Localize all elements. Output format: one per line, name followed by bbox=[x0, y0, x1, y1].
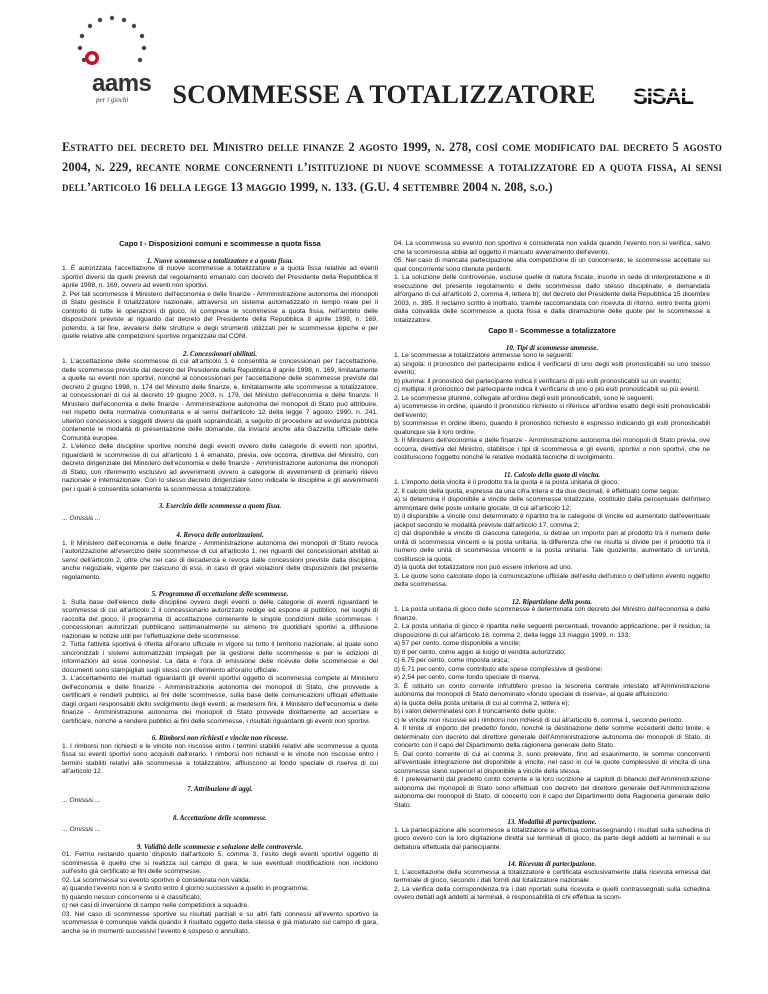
paragraph: 1. La partecipazione alle scommesse a totalizzatore si effettua contrassegnando i risultati sulla schedina di gioco ovvero con la loro digitazione diretta sui terminali di gioco, da parte degli addetti ai terminali e su dettatura effettuata dal partecipante. bbox=[394, 826, 710, 851]
paragraph: 6. I prelevamenti dal predetto conto corrente e la loro iscrizione ai capitoli di bilancio dell'Amministrazione autonoma dei monopoli di Stato sono effettuati con decreto del direttore generale dell'Amministrazione autonoma dei monopoli di Stato, di concerto con il capo del Dipartimento della Ragioneria generale dello Stato. bbox=[394, 776, 710, 809]
article-title: 7. Attribuzione di aggi. bbox=[187, 784, 253, 793]
paragraph: c) multipla: il pronostico del partecipante indica il verificarsi di uno o più esiti pronosticabili su più eventi. bbox=[394, 386, 700, 393]
article-title: 1. Nuove scommesse a totalizzatore e a quota fissa. bbox=[146, 256, 294, 265]
chapter-heading: Capo I - Disposizioni comuni e scommesse a quota fissa bbox=[119, 239, 321, 248]
paragraph: 2. Tutta l'attività sportiva è riferita all'orario ufficiale in vigore su tutto il territorio nazionale, al quale sono sincronizzati i sistemi automatizzati impiegati per la gestione delle scommesse e per le edizioni di informazioni ad esse connesse. La data e l'ora di emissione delle ricevute delle scommesse e dei documenti sono stampigliati sugli stessi con riferimento all'orario ufficiale. bbox=[62, 641, 378, 674]
omissis-note: ... Omissis ... bbox=[62, 514, 101, 522]
article-title: 9. Validità delle scommesse e soluzione delle controversie. bbox=[136, 842, 304, 851]
paragraph: 3. Le quote sono calcolate dopo la comunicazione ufficiale dell'esito dell'unico o dell'ultimo evento oggetto della scommessa. bbox=[394, 572, 710, 588]
paragraph: d) la quota del totalizzatore non può essere inferiore ad uno. bbox=[394, 564, 573, 571]
paragraph: a) la quota della posta unitaria di cui al comma 2, lettera e); bbox=[394, 699, 570, 707]
paragraph: 3. È istituito un conto corrente infruttifero presso la tesoreria centrale intestato all'Amministrazione autonoma dei monopoli di Stato denominato «fondo speciale di riserva», al quale affluiscono: bbox=[394, 682, 710, 698]
article-title: 13. Modalità di partecipazione. bbox=[507, 818, 597, 826]
paragraph: a) si determina il disponibile a vincite delle scommesse totalizzate, costituito dalla percentuale dell'intero ammontare delle poste unitarie giocate, di cui all'articolo 12; bbox=[394, 496, 710, 512]
paragraph: a) scommesse in ordine, quando il pronostico richiesto si riferisce all'ordine esatto degli esiti pronosticabili dell'evento; bbox=[394, 403, 710, 419]
omissis-note: ... Omissis ... bbox=[62, 826, 101, 833]
right-column bbox=[394, 240, 710, 903]
article-title: 10. Tipi di scommesse ammesse. bbox=[505, 343, 599, 352]
paragraph: b) il disponibile a vincite così determinato è ripartito tra le categorie di vincite ed aumentato dall'eventuale jackpot secondo le modalità previste dall'articolo 17, comma 2; bbox=[394, 513, 710, 529]
paragraph: 3. Il Ministero dell'economia e delle finanze - Amministrazione autonoma dei monopoli di Stato previa, ove occorra, direttiva del Ministro, stabilisce i tipi di scommessa e gli eventi, sportivi o non sportivi, che ne costituiscono l'oggetto nonché le relative modalità tecniche di svolgimento. bbox=[394, 437, 710, 461]
paragraph: 1. La posta unitaria di gioco delle scommesse è determinata con decreto del Ministro dell'economia e delle finanze. bbox=[394, 606, 710, 622]
paragraph: 05. Nel caso di mancata partecipazione alla competizione di un concorrente, le scommesse accettate su quel concorrente sono ritenute perdenti. bbox=[394, 257, 710, 273]
decree-heading: Estratto del decreto del Ministro delle finanze 2 agosto 1999, n. 278, così come modificato dal decreto 5 agosto 2004, n. 229, recante norme concernenti l’istituzione di nuove scommesse a totalizzatore ed a quota fissa, ai sensi dell’articolo 16 della legge 13 maggio 1999, n. 133. (G.U. 4 settembre 2004 n. 208, s.o.) bbox=[62, 140, 722, 194]
article-title: 12. Ripartizione della posta. bbox=[511, 597, 593, 606]
article-title: 5. Programma di accettazione delle scommesse. bbox=[151, 590, 289, 598]
article-title: 6. Rimborsi non richiesti e vincite non riscosse. bbox=[151, 734, 289, 742]
paragraph: a) quando l'evento non si è svolto entro il giorno successivo a quello in programma; bbox=[62, 885, 309, 892]
sisal-logo-icon bbox=[620, 85, 706, 107]
paragraph: 1. È autorizzata l'accettazione di nuove scommesse a totalizzatore e a quota fissa relative ad eventi sportivi diversi da quelli previsti dal regolamento emanato con decreto del Presidente della Repubblica 8 aprile 1998, n. 169, ovvero ad eventi non sportivi. bbox=[62, 265, 378, 289]
paragraph: 02. La scommessa su evento sportivo è considerata non valida: bbox=[62, 876, 251, 884]
paragraph: 5. Dal conto corrente di cui al comma 3, sono prelevate, fino ad esaurimento, le somme concorrenti all'eventuale integrazione del disponibile a vincite, nel caso in cui le quote complessive di vincita di una scommessa siano superiori al disponibile a vincite della stessa. bbox=[394, 750, 710, 775]
paragraph: 1. I rimborsi non richiesti e le vincite non riscosse entro i termini stabiliti relativi alle scommesse a quota fissa su eventi sportivi sono acquisiti dall'erario. I rimborsi non richiesti e le vincite non riscosse entro i termini stabiliti relativi alle scommesse a totalizzatore, affluiscono al fondo speciale di riserva di cui all'articolo 12. bbox=[62, 742, 378, 775]
paragraph: b) i valori determinatesi con il troncamento delle quote; bbox=[394, 708, 557, 715]
paragraph: c) 6,75 per cento, come imposta unica; bbox=[394, 657, 510, 664]
paragraph: 1. L'importo della vincita è il prodotto tra la quota e la posta unitaria di gioco. bbox=[394, 479, 620, 486]
paragraph: b) plurima: il pronostico del partecipante indica il verificarsi di più esiti pronosticabili su un evento; bbox=[394, 377, 682, 385]
article-title: 4. Revoca delle autorizzazioni. bbox=[176, 531, 264, 539]
paragraph: 2. Per tali scommesse il Ministero dell'economia e delle finanze - Amministrazione autonoma dei monopoli di Stato gestisce il totalizzatore nazionale, attraverso un sistema automatizzato in tempo reale per il controllo di tutte le operazioni di gioco, ivi comprese le scommesse a quota fissa, nell'ambito delle disposizioni previste al riguardo dal decreto del Presidente della Repubblica 8 aprile 1998, n. 169, potendo, a tal fine, avvalersi delle strutture e degli strumenti utilizzati per le scommesse ippiche e per quelle relative alle competizioni sportive organizzate dal CONI. bbox=[62, 290, 378, 340]
paragraph: 1. La soluzione delle controversie, escluse quelle di natura fiscale, insorte in sede di interpretazione e di esecuzione del presente regolamento e delle scommesse dallo stesso disciplinate, è demandata all'organo di cui all'articolo 2, comma 4, lettera b), del decreto del Presidente della Repubblica 15 dicembre 2003, n. 385. Il reclamo scritto è inoltrato, tramite raccomandata con ricevuta di ritorno, entro trenta giorni dalla convalida delle scommesse a quota fissa e dalla diramazione delle quote per le scommesse a totalizzatore. bbox=[394, 274, 710, 324]
paragraph: 4. Il limite di importo del predetto fondo, nonché la destinazione delle somme eccedenti detto limite, è determinato con decreto del direttore generale dell'Amministrazione autonoma dei monopoli di Stato, di concerto con il capo del Dipartimento della ragioneria generale dello Stato. bbox=[394, 725, 710, 749]
article-title: 14. Ricevuta di partecipazione. bbox=[507, 860, 597, 868]
paragraph: b) quando nessun concorrente si è classificato; bbox=[62, 893, 202, 901]
aams-stars-icon bbox=[62, 12, 162, 72]
paragraph: c) nei casi di inversione di campo nelle competizioni a squadre. bbox=[62, 902, 249, 909]
paragraph: c) dal disponibile a vincite di ciascuna categoria, si detrae un importo pari al prodotto tra il numero delle unità di scommessa vincenti e la posta unitaria; la differenza che ne risulta si divide per il prodotto tra il numero delle unità di scommessa vincenti e la posta unitaria. Tale quoziente, aumentato di un'unità, costituisce la quota; bbox=[394, 530, 710, 563]
paragraph: 1. Il Ministero dell'economia e delle finanze - Amministrazione autonoma dei monopoli di Stato revoca l'autorizzazione all'esercizio delle scommesse di cui all'articolo 1, nei riguardi dei concessionari abilitati ai sensi dell'articolo 2, oltre che nei casi di decadenza e revoca dalle concessioni previste dalla disciplina, anche negoziale, vigente per ciascuno di essi, in caso di gravi violazioni delle disposizioni del presente regolamento. bbox=[62, 539, 378, 581]
paragraph: b) scommesse in ordine libero, quando il pronostico richiesto è espresso indicando gli esiti pronosticabili qualunque sia il loro ordine. bbox=[394, 420, 710, 436]
paragraph: 2. Il calcolo della quota, espressa da una cifra intera e da due decimali, è effettuato come segue: bbox=[394, 487, 680, 495]
article-title: 2. Concessionari abilitati. bbox=[183, 349, 257, 358]
article-title: 8. Accettazione delle scommesse. bbox=[172, 813, 268, 822]
svg-text:SISAL: SISAL bbox=[633, 85, 693, 107]
paragraph: c) le vincite non riscosse ed i rimborsi non richiesti di cui all'articolo 6, comma 1, secondo periodo. bbox=[394, 716, 684, 724]
paragraph: 2. La posta unitaria di gioco è ripartita nelle seguenti percentuali, trovando applicazione, per il residuo, la disposizione di cui all'articolo 16, comma 2, della legge 13 maggio 1999, n. 133: bbox=[394, 623, 710, 639]
page-title: SCOMMESSE A TOTALIZZATORE bbox=[172, 80, 596, 109]
paragraph: 04. La scommessa su evento non sportivo è considerata non valida quando l'evento non si verifica, salvo che la scommessa abbia ad oggetto il mancato avveramento dell'evento. bbox=[394, 240, 710, 256]
paragraph: 1. L'accettazione delle scommesse di cui all'articolo 1 è consentita ai concessionari per l'accettazione, delle scommesse previste dal decreto del Presidente della Repubblica 8 aprile 1998, n. 169, limitatamente a quelle su eventi non sportivi, nonché ai concessionari per l'accettazione delle scommesse previste dal decreto 2 giugno 1998, n. 174 del Ministro delle finanze, e, limitatamente alle scommesse a totalizzatore, ai concessionari di cui al decreto 19 giugno 2003, n. 179, del Ministro dell'economia e delle finanze. Il Ministero dell'economia e delle finanze - Amministrazione autonoma dei monopoli di Stato può attribuire, nel rispetto della normativa comunitaria e ai sensi dell'articolo 12 della legge 7 agosto 1990, n. 241, ulteriori concessioni a soggetti diversi da quelli sopraindicati, a seguito di procedure ad evidenza pubblica contenente le modalità di presentazione delle domande, da inviarsi anche alla Gazzetta Ufficiale delle Comunità europee. bbox=[62, 358, 378, 442]
paragraph: 2. La verifica della corrispondenza tra i dati riportati sulla ricevuta e quelli contrassegnati sulla schedina ovvero dettati agli addetti ai terminali, è responsabilità di chi effettua la scom- bbox=[394, 885, 710, 901]
chapter-heading: Capo II - Scommesse a totalizzatore bbox=[488, 326, 616, 335]
article-title: 3. Esercizio delle scommesse a quota fissa. bbox=[158, 502, 282, 510]
paragraph: 01. Fermo restando quanto disposto dall'articolo 5, comma 3, l'esito degli eventi sportivi oggetto di scommessa è quello che si realizza sul campo di gara; le sue eventuali modificazioni non incidono sull'esito già certificato ai fini delle scommesse. bbox=[62, 851, 378, 875]
paragraph: b) 8 per cento, come aggio al luogo di vendita autorizzato; bbox=[394, 648, 566, 656]
paragraph: 1. Sulla base dell'elenco delle discipline ovvero degli eventi o delle categorie di eventi riguardanti le scommesse di cui all'articolo 2 il concessionario autorizzato redige ed espone al pubblico, nei luoghi di raccolta del gioco, il programma di accettazione contenente le singole condizioni delle scommesse. I concessionari autorizzati pubblicano settimanalmente su almeno tre quotidiani sportivi a diffusione nazionale le notizie utili per l'effettuazione delle scommesse. bbox=[62, 598, 378, 640]
paragraph: e) 2,54 per cento, come fondo speciale di riserva. bbox=[394, 674, 541, 681]
paragraph: 2. Le scommesse plurime, collegate all'ordine degli esiti pronosticabili, sono le seguenti: bbox=[394, 394, 654, 402]
article-title: 11. Calcolo della quota di vincita. bbox=[503, 470, 601, 479]
paragraph: 2. L'elenco delle discipline sportive nonché degli eventi ovvero delle categorie di eventi non sportivi, riguardanti le scommesse di cui all'articolo 1 è emanato, previa, ove occorra, direttiva del Ministro, con decreto dirigenziale del Ministero dell'economia e delle finanze - Amministrazione autonoma dei monopoli di Stato, con riferimento esclusivo ad avvenimenti ovvero a categorie di avvenimenti di primario rilievo nazionale e internazionale. Con lo stesso decreto dirigenziale sono indicate le discipline e gli avvenimenti per i quali è consentita solamente la scommessa a totalizzatore. bbox=[62, 443, 378, 493]
paragraph: 1. L'accettazione della scommessa a totalizzatore è certificata esclusivamente dalla ricevuta emessa dal terminale di gioco, secondo i dati forniti dal totalizzatore nazionale. bbox=[394, 868, 710, 884]
paragraph: a) 57 per cento, come disponibile a vincite; bbox=[394, 640, 521, 647]
omissis-note: ... Omissis ... bbox=[62, 797, 101, 804]
paragraph: 03. Nel caso di scommesse sportive su risultati parziali e su altri fatti connessi all'evento sportivo la scommessa è comunque valida quando il risultato oggetto della stessa è già maturato sul campo di gara, anche se in momenti successivi l'evento è sospeso o annullato. bbox=[62, 910, 378, 935]
paragraph: 3. L'accertamento dei risultati riguardanti gli eventi sportivi oggetto di scommessa compete al Ministero dell'economia e delle finanze - Amministrazione autonoma dei monopoli di Stato, che provvede a certificarli e renderli pubblici, ai fini delle scommesse, sulla base delle comunicazioni ufficiali effettuate dagli organi responsabili dello svolgimento degli eventi; ai medesimi fini, il Ministero dell'economia e delle finanze - Amministrazione autonoma dei monopoli di Stato provvede direttamente ad accertare e certificare, nonché a rendere pubblici ai fini delle scommesse, i risultati riguardanti gli eventi non sportivi. bbox=[62, 675, 378, 725]
paragraph: d) 5,71 per cento, come contributo alle spese complessive di gestione; bbox=[394, 665, 603, 673]
aams-logo-subtitle: per i giochi bbox=[96, 96, 129, 104]
aams-logo-text: aams bbox=[92, 70, 152, 97]
left-column bbox=[62, 238, 378, 936]
paragraph: 1. Le scommesse a totalizzatore ammesse sono le seguenti: bbox=[394, 352, 574, 359]
paragraph: a) singola: il pronostico del partecipante indica il verificarsi di uno degli esiti pronosticabili su uno stesso evento; bbox=[394, 360, 710, 376]
sisal-logo bbox=[620, 85, 706, 107]
